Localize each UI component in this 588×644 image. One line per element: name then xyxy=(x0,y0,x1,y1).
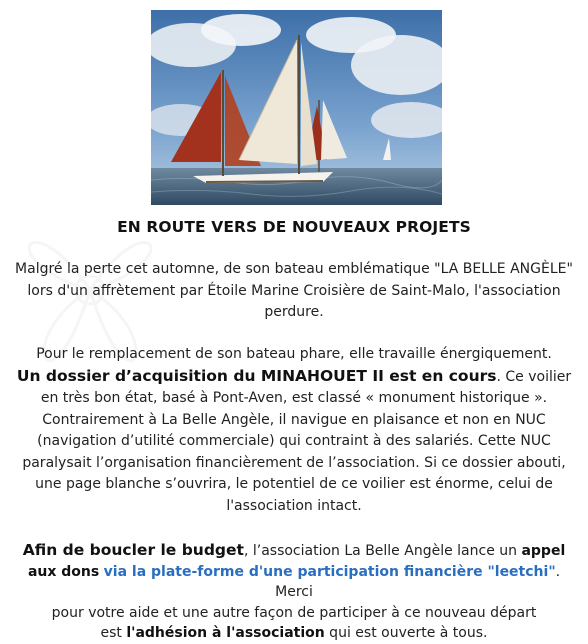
hero-image xyxy=(151,10,442,205)
acquisition-highlight: Un dossier d’acquisition du MINAHOUET II est en cours xyxy=(16,366,497,385)
project-paragraph: Pour le remplacement de son bateau phare, elle travaille énergiquement. Un dossier d’acquisition du MINAHOUET II est en cours. Ce voilier en très bon état, basé à Pont-Aven, est classé « monument historique ». Contrairement à La Belle Angèle, il navigue en plaisance et non en NUC (navigation d’utilité commerciale) qui contraint à des salariés. Cette NUC paralysait l’organisation financièrement de l’association. Si ce dossier abouti, une page blanche s’ouvrira, le potentiel de ce voilier est énorme, celui de l'association intact. xyxy=(16,346,572,514)
page-title: EN ROUTE VERS DE NOUVEAUX PROJETS xyxy=(117,218,471,236)
leetchi-link[interactable]: via la plate-forme d'une participation financière "leetchi" xyxy=(103,563,556,580)
membership-link[interactable]: l'adhésion à l'association xyxy=(126,625,325,641)
intro-paragraph: Malgré la perte cet automne, de son bateau emblématique "LA BELLE ANGÈLE" lors d'un affrètement par Étoile Marine Croisière de Saint-Malo, l'association perdure. xyxy=(15,261,573,320)
donation-paragraph: Afin de boucler le budget, l’association La Belle Angèle lance un appel aux dons via la plate-forme d'une participation financière "leetchi". Merci pour votre aide et une autre façon de participer à ce nouveau départ est l'adhésion à l'association qui est ouverte à tous. xyxy=(22,541,566,641)
